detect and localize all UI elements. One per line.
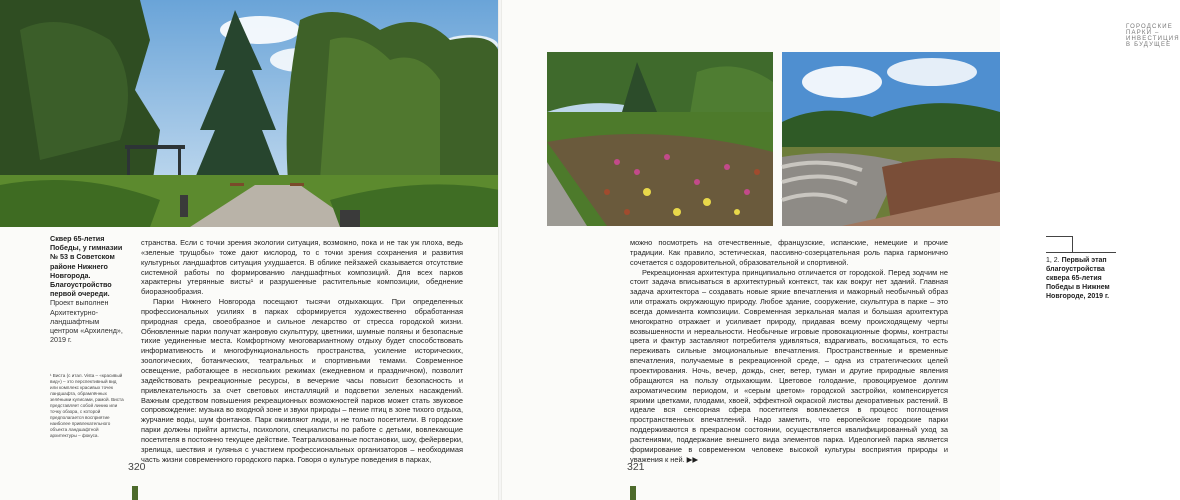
- figure-rule: [1046, 236, 1072, 237]
- park-photo-2: [782, 52, 1000, 226]
- paragraph: Парки Нижнего Новгорода посещают тысячи отдыхающих. При определенных профессиональных усилиях в парках сформируется художественно обработанная природная среда, своеобразное и сильное лекарство от стресса городской жизни. Обновленные парки получат жанровую скульптуру, цветники, шумные поляны и безопасные тихие уединенные места. Комфортному многовариантному отдыху будет способствовать информативность и многофункциональность пространства, усиление исторических, зоологических, ботанических, театральных и спортивными темами. Современное освещение, работающее в нескольких режимах (ежедневном и праздничном), позволит задействовать рекреационные ресурсы, в вечерние часы повысит безопасность и привлекательность за счет световых инсталляций и подсветки зеленых насаждений. Важным средством повышения рекреационных возможностей парков может стать звуковое сопровождение: музыка во входной зоне и звуки природы – пение птиц в зоне тихого отдыха, журчание воды, шум фонтанов. Парк оживляют люди, и не только посетители. В городские парки должны прийти артисты, психологи, специалисты по работе с детьми, вовлекающие посетителя в постоянно текущее действие. Театрализованные постановки, шоу, фейерверки, зрелища, шествия и гулянья с участием профессиональных организаторов – необходимая часть жизни современного городского парка. Говоря о культуре поведения в парках,: [141, 297, 463, 464]
- photo-caption: [50, 234, 128, 344]
- right-page: [500, 0, 1180, 500]
- footnote: ¹ Виста (с итал. Vista – «красивый вид») – это перспективный вид или комплекс красивых точек ландшафта, обрамлённых зелёными кулисами, рамой. Виста представляет собой линию или точку обзора, с которой предполагается восприятие наиболее привлекательного объекта ландшафтной архитектуры – фокуса.: [50, 373, 124, 438]
- figure-numbers: 1, 2.: [1046, 257, 1060, 264]
- running-header: ГОРОДСКИЕ ПАРКИ – ИНВЕСТИЦИЯ В БУДУЩЕЕ: [1126, 24, 1180, 48]
- caption-body: Проект выполнен Архитектурно-ландшафтным центром «Архиленд», 2019 г.: [50, 298, 123, 345]
- caption-title: Сквер 65-летия Победы, у гимназии № 53 в Советском районе Нижнего Новгорода. Благоустройство первой очереди.: [50, 234, 123, 299]
- page-marker: [132, 486, 138, 500]
- caption-year: 2019 г.: [1087, 293, 1110, 300]
- figure-caption: [1046, 256, 1122, 301]
- right-body-text: [630, 238, 948, 464]
- figure-rule: [1046, 252, 1116, 253]
- left-body-text: [141, 238, 463, 464]
- park-photo-1: [547, 52, 773, 226]
- figure-rule: [1072, 236, 1073, 252]
- caption-title: Первый этап благоустройства сквера 65-летия Победы в Нижнем Новгороде,: [1046, 257, 1110, 300]
- left-page: [0, 0, 500, 500]
- paragraph: странства. Если с точки зрения экологии ситуация, возможно, пока и не так уж плоха, ведь «зеленые трущобы» тоже дают кислород, то с точки зрения сохранения и развития культурных ландшафтов ситуация ухудшается. В облике пейзажей сказывается отсутствие системной работы по формированию ландшафтных композиций. Для всех парков характерны утерянные висты¹ и разрушенные растительные композиции, обеднение биоразнообразия.: [141, 238, 463, 297]
- paragraph: можно посмотреть на отечественные, французские, испанские, немецкие и прочие традиции. Как правило, эстетическая, пассивно-созерцательная роль парка гармонично сочетается с оздоровительной, образовательной и спортивной.: [630, 238, 948, 267]
- park-photo-main: [0, 0, 500, 227]
- page-number: 321: [627, 461, 645, 473]
- book-gutter: [498, 0, 502, 500]
- page-number: 320: [128, 461, 146, 473]
- page-marker: [630, 486, 636, 500]
- paragraph: Рекреационная архитектура принципиально отличается от городской. Перед зодчим не стоит задача вписываться в архитектурный контекст, так как вокруг нет зданий. Главная задача архитектора – создавать новые яркие впечатления и мажорный необычный образ или отражать окружающую природу. Любое здание, сооружение, скульптура в парке – это всегда доминанта композиции. Современная зеркальная малая и большая архитектура многократно отражает и усиливает природу, придавая всему происходящему черты возвышенности и нереальности. Необычные игровые провокационные формы, контрасты цвета и фактур заставляют потребителя удивляться, вздрагивать, восхищаться, то есть переживать сильные эмоциональные впечатления. Пространственные и временные впечатления, получаемые в рекреационной среде, – одна из стратегических целей проектирования. Ночь, вечер, дождь, снег, ветер, туман и другие природные явления обращаются на пользу отдыхающим. Цветовое голодание, провоцируемое долгим ахроматическим периодом, и «серым цветом» городской застройки, компенсируется яркими цветками, плодами, хвоей, эффектной окраской листвы декоративных растений. В идеале вся сенсорная сфера посетителя вовлекается в процесс поглощения пространственных впечатлений. Надо заметить, что европейские городские парки поддерживаются в прекрасном состоянии, осуществляется квалифицированный уход за растениями, поддержание внешнего вида элементов парка. Идеологией парка является формирование в современном человеке высокой культуры восприятия природы и уважения к ней. ▶▶: [630, 267, 948, 464]
